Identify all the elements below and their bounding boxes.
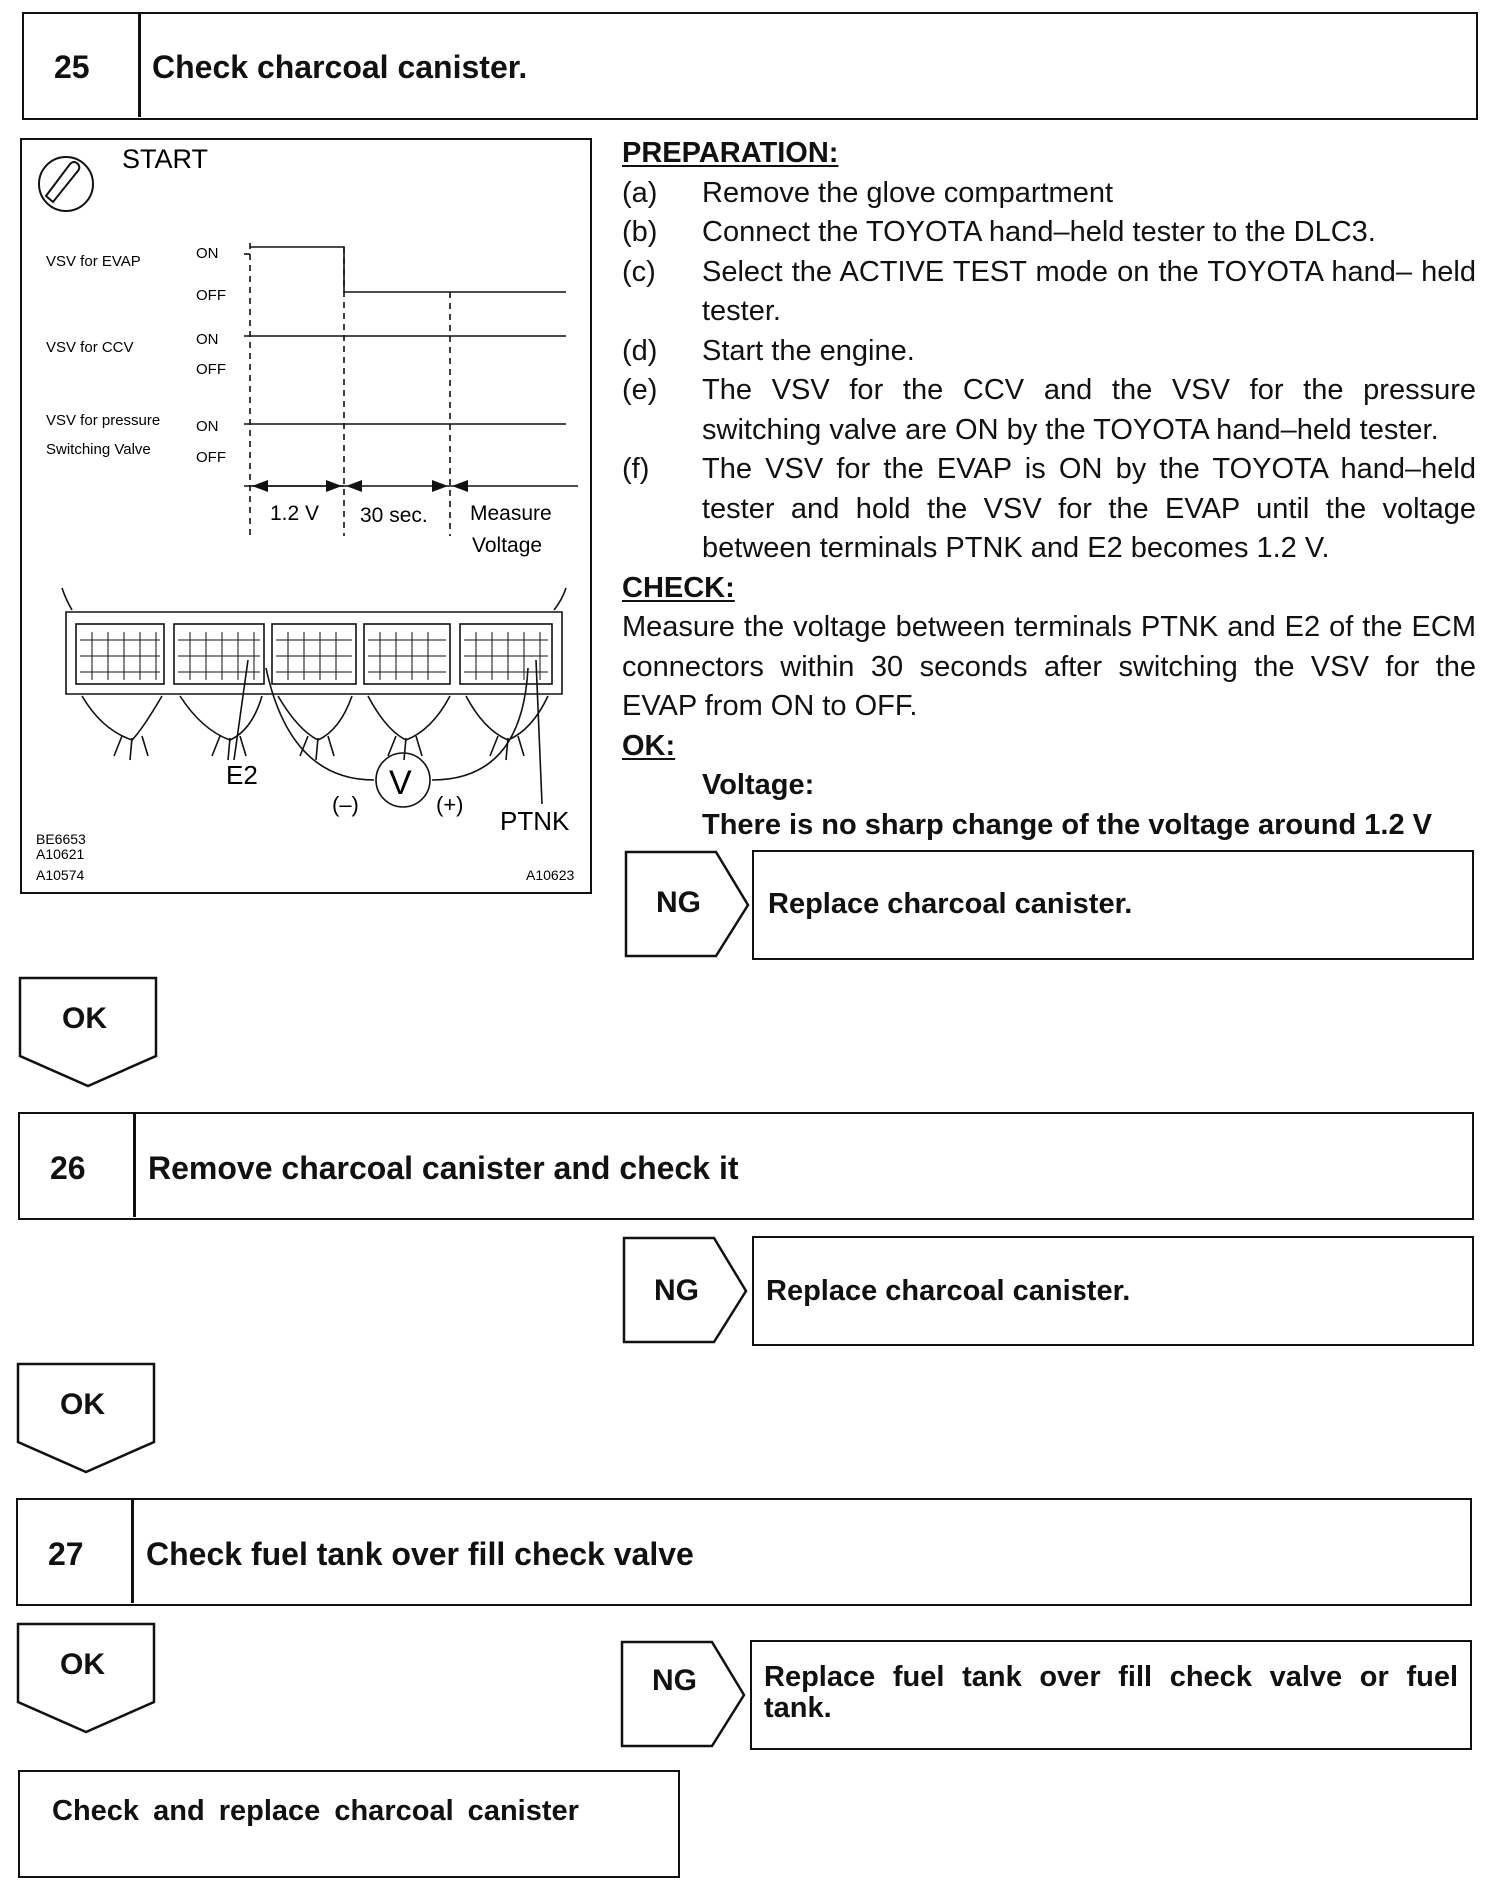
check-text: Measure the voltage between terminals PTNK and E2 of the ECM connectors within 30 seconds after switching the VSV for the EVAP from ON to OFF. xyxy=(622,611,1476,722)
meter-symbol: V xyxy=(389,764,412,802)
phase-1-label: 1.2 V xyxy=(270,502,320,525)
row-label-evap: VSV for EVAP xyxy=(46,253,141,270)
terminal-e2-label: E2 xyxy=(226,760,258,790)
ok-sub-heading: Voltage: xyxy=(702,769,815,801)
row-off-ccv: OFF xyxy=(196,361,226,378)
phase-3-label-1: Measure xyxy=(470,502,552,525)
terminal-ptnk-label: PTNK xyxy=(500,806,570,836)
step-title: Check fuel tank over fill check valve xyxy=(146,1536,694,1572)
prep-item: (f) The VSV for the EVAP is ON by the TOYOTA hand–held tester and hold the VSV for the EVAP until the voltage between terminals PTNK and E2 becomes 1.2 V. xyxy=(622,453,1476,564)
step-25-header xyxy=(22,12,1478,120)
ng-label: NG xyxy=(654,1274,699,1307)
timing-and-connector-diagram xyxy=(22,140,590,892)
ok-label: OK xyxy=(60,1388,105,1421)
step-title: Check charcoal canister. xyxy=(152,49,528,85)
row-label-pressure: VSV for pressure xyxy=(46,412,161,429)
step-title: Remove charcoal canister and check it xyxy=(148,1150,739,1186)
row-on-ccv: ON xyxy=(196,331,219,348)
figure-code-2: A10621 xyxy=(36,846,85,862)
ok-label: OK xyxy=(62,1002,107,1035)
phase-2-label: 30 sec. xyxy=(360,504,428,527)
row-off-pressure: OFF xyxy=(196,449,226,466)
prep-item: (c) Select the ACTIVE TEST mode on the TOYOTA hand– held tester. xyxy=(622,255,1476,327)
ok-value: There is no sharp change of the voltage around 1.2 V xyxy=(702,808,1432,841)
step-number: 27 xyxy=(48,1536,84,1572)
ecm-connector-drawing xyxy=(62,588,566,807)
row-label-pressure-2: Switching Valve xyxy=(46,441,151,458)
step-27-header xyxy=(16,1498,1472,1606)
check-heading: CHECK: xyxy=(622,571,735,604)
ng-result-text: Replace charcoal canister. xyxy=(766,1275,1131,1307)
step-number: 26 xyxy=(50,1150,86,1186)
timing-diagram-figure xyxy=(20,138,592,894)
row-on-evap: ON xyxy=(196,245,219,262)
row-off-evap: OFF xyxy=(196,287,226,304)
ok-label: OK xyxy=(60,1648,105,1681)
figure-code-3: A10574 xyxy=(36,867,85,883)
prep-item: (b) Connect the TOYOTA hand–held tester to the DLC3. xyxy=(622,216,1376,248)
prep-item: (d) Start the engine. xyxy=(622,334,915,367)
step-26-header xyxy=(18,1112,1474,1220)
minus-label: (–) xyxy=(332,792,359,817)
ng-label: NG xyxy=(656,886,701,919)
step-25-instructions xyxy=(622,134,1476,845)
figure-code-right: A10623 xyxy=(526,867,575,883)
plus-label: (+) xyxy=(436,792,464,817)
ng-label: NG xyxy=(652,1664,697,1697)
ng-result-text: Replace fuel tank over fill check valve or fuel tank. xyxy=(764,1661,1458,1724)
prep-item: (e) The VSV for the CCV and the VSV for the pressure switching valve are ON by the TOYOTA hand–held tester. xyxy=(622,374,1476,446)
figure-code-1: BE6653 xyxy=(36,831,86,847)
preparation-heading: PREPARATION: xyxy=(622,137,839,169)
ng-result-text: Replace charcoal canister. xyxy=(768,888,1133,920)
start-icon xyxy=(39,157,93,211)
step-number: 25 xyxy=(54,49,90,85)
ok-heading: OK: xyxy=(622,729,676,762)
start-label: START xyxy=(122,144,209,174)
phase-3-label-2: Voltage xyxy=(472,534,543,557)
row-label-ccv: VSV for CCV xyxy=(46,339,134,356)
prep-item: (a) Remove the glove compartment xyxy=(622,176,1114,209)
final-action-text: Check and replace charcoal canister xyxy=(52,1795,579,1827)
row-on-pressure: ON xyxy=(196,418,219,435)
